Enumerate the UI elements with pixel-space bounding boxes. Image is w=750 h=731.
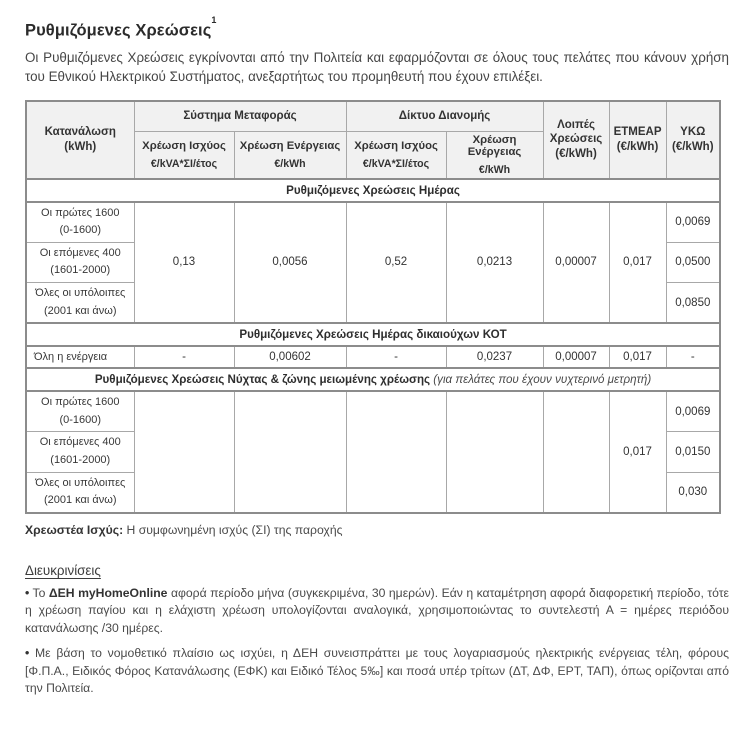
table-header-row-groups [26,101,720,131]
cell-day-tier1-yko: 0,0069 [666,202,720,243]
section-day-title: Ρυθμιζόμενες Χρεώσεις Ημέρας [26,179,720,202]
cell-night-tier2-yko: 0,0150 [666,432,720,472]
other-charges-label-1: Λοιπές [557,118,595,131]
tier-label-line1: Οι επόμενες 400 [39,436,121,449]
tier-label-line1: Οι πρώτες 1600 [41,206,120,219]
cell-night-tier2-label [26,432,134,472]
cell-night-transmission-power-empty [134,391,234,513]
other-charges-label-2: Χρεώσεις [549,133,603,146]
other-charges-unit: (€/kWh) [555,148,597,161]
etmear-unit: (€/kWh) [616,140,659,153]
tier-label-line1: Όλες οι υπόλοιπες [35,287,126,300]
cell-night-other-charges-empty [543,391,609,513]
consumption-header-label: Κατανάλωση [44,125,116,138]
tier-label-line2: (1601-2000) [50,264,111,277]
tier-label-line2: (2001 και άνω) [43,494,117,507]
cell-day-distribution-energy: 0,0213 [446,202,543,324]
cell-kot-transmission-power: - [134,346,234,368]
cell-day-other-charges: 0,00007 [543,202,609,324]
cell-day-etmear: 0,017 [609,202,666,324]
distribution-energy-unit: €/kWh [478,163,511,176]
cell-night-distribution-energy-empty [446,391,543,513]
cell-day-tier2-label [26,242,134,282]
section-night-title-note: (για πελάτες που έχουν νυχτερινό μετρητή) [430,373,652,387]
section-night-title-main: Ρυθμιζόμενες Χρεώσεις Νύχτας & ζώνης μειωμένης χρέωσης [94,373,431,387]
cell-day-tier1-label [26,202,134,243]
cell-night-tier3-yko: 0,030 [666,472,720,513]
section-header-day [26,179,720,202]
footnote-marker: 1 [211,15,217,25]
regulated-charges-table [25,100,721,514]
bullet1-prefix: Το [32,585,49,600]
bullet-icon: • [25,585,30,600]
cell-day-distribution-power: 0,52 [346,202,446,324]
tier-label-line2: (1601-2000) [50,454,111,466]
tier-label-line2: (0-1600) [59,413,102,426]
yko-label: ΥΚΩ [680,125,706,138]
consumption-header-unit: (kWh) [64,140,97,153]
yko-unit: (€/kWh) [672,140,714,153]
table-row [26,346,720,368]
cell-kot-yko: - [666,346,720,368]
page-title [25,15,729,41]
col-header-transmission-energy [234,131,346,179]
bullet-icon: • [25,645,30,660]
tier-label-line2: (0-1600) [59,224,102,237]
col-header-yko [666,101,720,179]
section-header-night [26,368,720,391]
section-kot-title: Ρυθμιζόμενες Χρεώσεις Ημέρας δικαιούχων ΚΟΤ [26,323,720,346]
cell-night-tier3-label [26,472,134,513]
col-header-distribution-power [346,131,446,179]
cell-day-transmission-energy: 0,0056 [234,202,346,324]
col-header-other-charges [543,101,609,179]
bullet1-text: αφορά περίοδο μήνα (συγκεκριμένα, 30 ημερών). Εάν η καταμέτρηση αφορά διαφορετική περίοδο, τότε η χρέωση παγίου και η ελάχιστη χρέωση υπολογίζονται αναλογικά, χρησιμοποιώντας το συντελεστή Α = ημέρες περιόδου κατανάλωσης /30 ημέρες. [25,585,729,636]
table-row [26,202,720,243]
page-title-text: Ρυθμιζόμενες Χρεώσεις [25,21,212,40]
distribution-energy-label: Χρέωση Ενέργειας [467,133,522,158]
cell-day-tier3-yko: 0,0850 [666,283,720,324]
cell-night-tier1-label [26,391,134,432]
clarification-bullet-1 [25,585,729,638]
col-header-etmear [609,101,666,179]
intro-paragraph: Οι Ρυθμιζόμενες Χρεώσεις εγκρίνονται από την Πολιτεία και εφαρμόζονται σε όλους τους πελάτες που κάνουν χρήση του Εθνικού Ηλεκτρικού Συστήματος, ανεξαρτήτως του προμηθευτή που έχουν επιλέξει. [25,49,729,85]
bullet2-text: Με βάση το νομοθετικό πλαίσιο ως ισχύει, η ΔΕΗ συνεισπράττει με τους λογαριασμούς ηλεκτρικής ενέργειας τέλη, φόρους [Φ.Π.Α., Ειδικός Φόρος Κατανάλωσης (ΕΦΚ) και Ειδικό Τέλος 5‰] και ποσά υπέρ τρίτων (ΔΤ, ΔΦ, ΕΡΤ, ΤΑΠ), όπως ορίζονται από την Πολιτεία. [25,645,729,696]
cell-kot-distribution-energy: 0,0237 [446,346,543,368]
cell-night-transmission-energy-empty [234,391,346,513]
section-night-title [26,368,720,391]
distribution-power-unit: €/kVA*ΣΙ/έτος [362,157,430,170]
cell-night-tier1-yko: 0,0069 [666,391,720,432]
cell-night-distribution-power-empty [346,391,446,513]
transmission-energy-unit: €/kWh [274,157,306,170]
transmission-power-unit: €/kVA*ΣΙ/έτος [150,157,218,170]
section-header-kot [26,323,720,346]
transmission-energy-label: Χρέωση Ενέργειας [239,139,341,152]
cell-day-tier3-label [26,283,134,324]
chargeable-power-note [25,523,729,537]
etmear-label: ΕΤΜΕΑΡ [613,125,662,138]
distribution-power-label: Χρέωση Ισχύος [354,139,438,152]
col-header-distribution-energy [446,131,543,179]
table-row [26,391,720,432]
tier-label-line1: Όλες οι υπόλοιπες [35,476,126,489]
tier-label-line2: (2001 και άνω) [43,304,117,317]
chargeable-power-text: Η συμφωνημένη ισχύς (ΣΙ) της παροχής [123,522,343,537]
tier-label-line1: Οι επόμενες 400 [39,246,121,259]
cell-kot-transmission-energy: 0,00602 [234,346,346,368]
clarifications-heading: Διευκρινίσεις [25,562,101,578]
chargeable-power-label: Χρεωστέα Ισχύς: [25,522,124,537]
clarification-bullet-2 [25,645,729,698]
col-header-transmission-power [134,131,234,179]
cell-day-transmission-power: 0,13 [134,202,234,324]
transmission-power-label: Χρέωση Ισχύος [142,139,226,152]
col-group-transmission: Σύστημα Μεταφοράς [134,101,346,131]
tier-label-line1: Οι πρώτες 1600 [41,396,120,409]
cell-day-tier2-yko: 0,0500 [666,242,720,282]
bullet1-product-name: ΔΕΗ myHomeOnline [48,585,168,600]
col-header-consumption [26,101,134,179]
cell-kot-other-charges: 0,00007 [543,346,609,368]
cell-kot-etmear: 0,017 [609,346,666,368]
cell-night-etmear: 0,017 [609,391,666,513]
cell-kot-label: Όλη η ενέργεια [26,346,134,368]
col-group-distribution: Δίκτυο Διανομής [346,101,543,131]
cell-kot-distribution-power: - [346,346,446,368]
